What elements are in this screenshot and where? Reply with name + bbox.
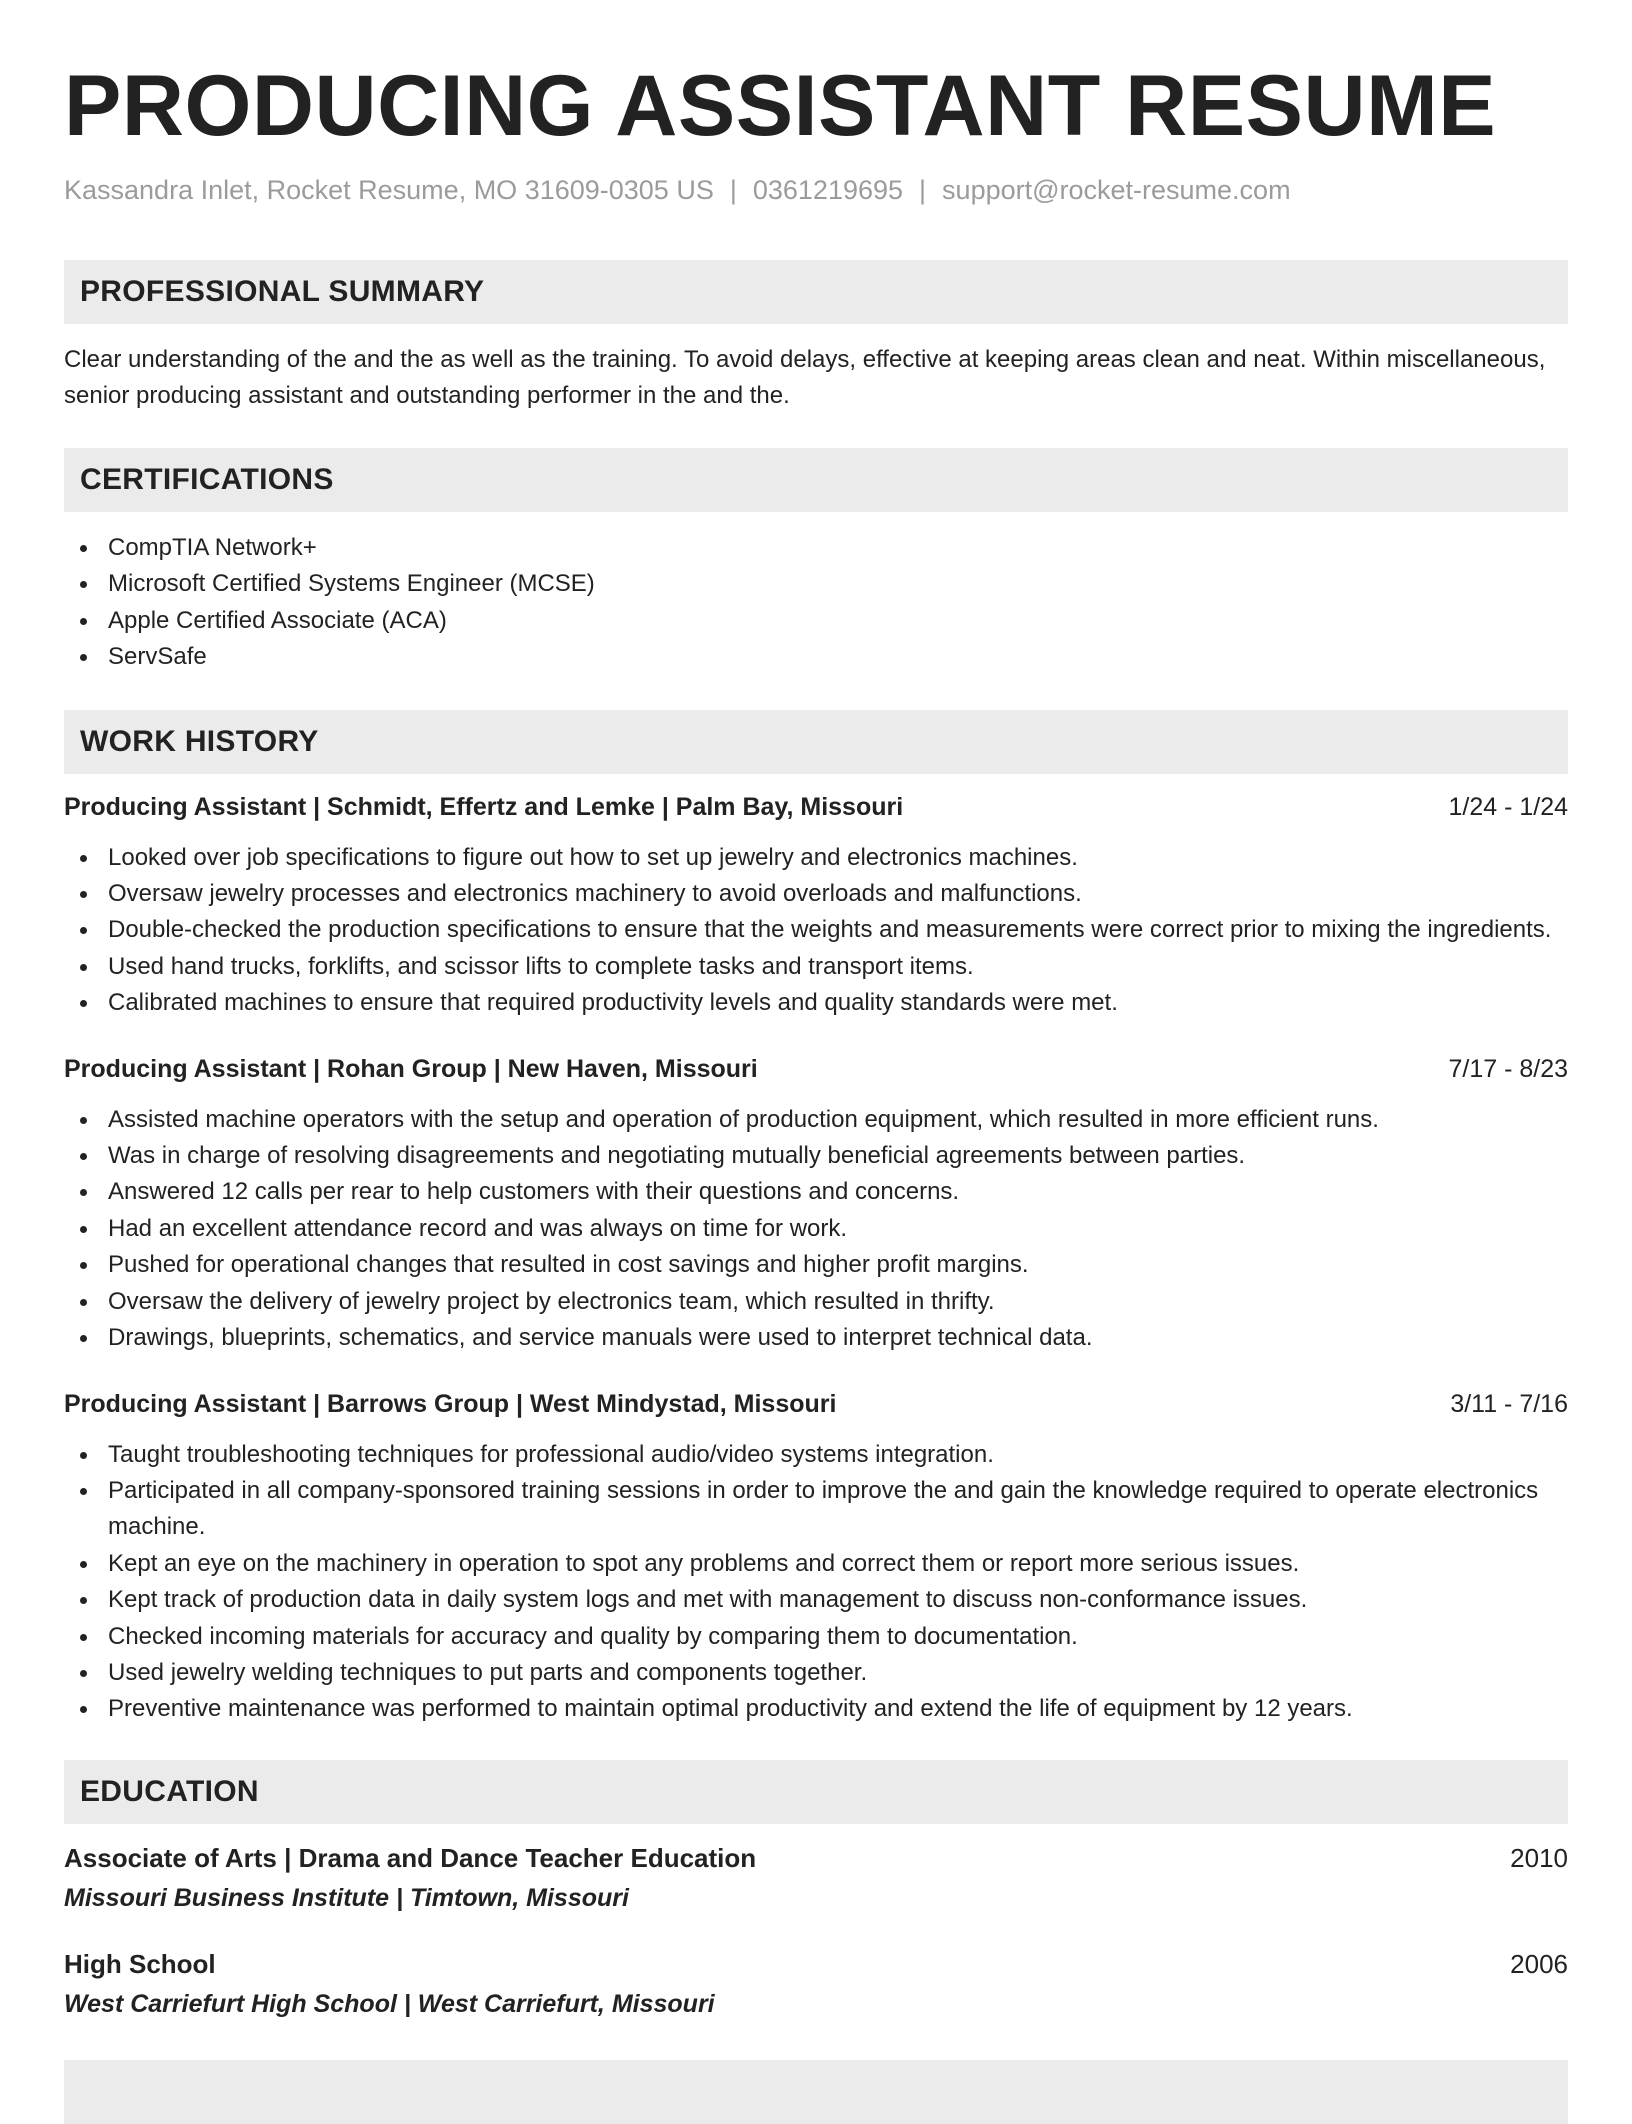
job-bullet: Taught troubleshooting techniques for professional audio/video systems integration. [64, 1437, 1568, 1473]
contact-separator: | [919, 175, 927, 205]
job-bullet: Kept an eye on the machinery in operation to spot any problems and correct them or report more serious issues. [64, 1546, 1568, 1582]
job-bullet: Double-checked the production specifications to ensure that the weights and measurements were correct prior to mixing the ingredients. [64, 912, 1568, 948]
certification-item: CompTIA Network+ [64, 530, 1568, 566]
education-school: West Carriefurt High School | West Carriefurt, Missouri [64, 1989, 715, 2018]
job-dates: 1/24 - 1/24 [1448, 792, 1568, 821]
job-title: Producing Assistant | Schmidt, Effertz and Lemke | Palm Bay, Missouri [64, 792, 904, 821]
section-heading-certifications: CERTIFICATIONS [64, 448, 1568, 512]
education-degree: Associate of Arts | Drama and Dance Teacher Education [64, 1842, 757, 1873]
section-heading-education: EDUCATION [64, 1760, 1568, 1824]
education-entry [64, 1840, 1568, 1916]
contact-separator: | [729, 175, 737, 205]
job-bullet: Pushed for operational changes that resulted in cost savings and higher profit margins. [64, 1247, 1568, 1283]
certification-list [64, 530, 1568, 676]
job-bullet: Had an excellent attendance record and was always on time for work. [64, 1211, 1568, 1247]
job-header [64, 1387, 1568, 1421]
job-bullet: Used jewelry welding techniques to put parts and components together. [64, 1655, 1568, 1691]
education-year: 2006 [1510, 1948, 1568, 1979]
job-bullet: Was in charge of resolving disagreements and negotiating mutually beneficial agreements between parties. [64, 1138, 1568, 1174]
section-heading-work-history: WORK HISTORY [64, 710, 1568, 774]
job-bullet: Drawings, blueprints, schematics, and service manuals were used to interpret technical data. [64, 1320, 1568, 1356]
job-bullet: Used hand trucks, forklifts, and scissor lifts to complete tasks and transport items. [64, 949, 1568, 985]
education-header [64, 1946, 1568, 1982]
job-bullet: Oversaw jewelry processes and electronics machinery to avoid overloads and malfunctions. [64, 876, 1568, 912]
contact-address: Kassandra Inlet, Rocket Resume, MO 31609-0305 US [64, 175, 714, 205]
job-title: Producing Assistant | Barrows Group | West Mindystad, Missouri [64, 1389, 837, 1418]
job-bullet-list [64, 1437, 1568, 1728]
job-bullet: Participated in all company-sponsored training sessions in order to improve the and gain the knowledge required to operate electronics machine. [64, 1473, 1568, 1546]
job-dates: 7/17 - 8/23 [1448, 1054, 1568, 1083]
section-heading-next [64, 2060, 1568, 2124]
job-bullet: Calibrated machines to ensure that required productivity levels and quality standards were met. [64, 985, 1568, 1021]
job-entry [64, 1387, 1568, 1728]
job-bullet: Preventive maintenance was performed to maintain optimal productivity and extend the life of equipment by 12 years. [64, 1691, 1568, 1727]
job-title: Producing Assistant | Rohan Group | New Haven, Missouri [64, 1054, 758, 1083]
education-entry [64, 1946, 1568, 2022]
resume-page [64, 0, 1568, 2124]
job-bullet-list [64, 840, 1568, 1022]
section-heading-summary: PROFESSIONAL SUMMARY [64, 260, 1568, 324]
job-bullet: Oversaw the delivery of jewelry project by electronics team, which resulted in thrifty. [64, 1284, 1568, 1320]
certification-item: Microsoft Certified Systems Engineer (MCSE) [64, 566, 1568, 602]
job-bullet: Kept track of production data in daily system logs and met with management to discuss non-conformance issues. [64, 1582, 1568, 1618]
job-header [64, 790, 1568, 824]
education-header [64, 1840, 1568, 1876]
education-degree: High School [64, 1948, 216, 1979]
job-bullet: Answered 12 calls per rear to help customers with their questions and concerns. [64, 1174, 1568, 1210]
job-header [64, 1052, 1568, 1086]
job-bullet: Assisted machine operators with the setup and operation of production equipment, which resulted in more efficient runs. [64, 1102, 1568, 1138]
summary-text: Clear understanding of the and the as well as the training. To avoid delays, effective at keeping areas clean and neat. Within miscellaneous, senior producing assistant and outstanding performer in the and the. [64, 346, 1546, 409]
job-dates: 3/11 - 7/16 [1450, 1389, 1568, 1418]
certification-item: ServSafe [64, 639, 1568, 675]
contact-phone: 0361219695 [752, 175, 904, 205]
page-title: PRODUCING ASSISTANT RESUME [64, 58, 1497, 154]
job-bullet-list [64, 1102, 1568, 1357]
certification-item: Apple Certified Associate (ACA) [64, 603, 1568, 639]
contact-line [64, 172, 1568, 208]
education-year: 2010 [1510, 1842, 1568, 1873]
job-entry [64, 1052, 1568, 1357]
contact-email: support@rocket-resume.com [942, 175, 1291, 205]
job-bullet: Checked incoming materials for accuracy and quality by comparing them to documentation. [64, 1619, 1568, 1655]
job-bullet: Looked over job specifications to figure out how to set up jewelry and electronics machines. [64, 840, 1568, 876]
education-school: Missouri Business Institute | Timtown, Missouri [64, 1883, 629, 1912]
job-entry [64, 790, 1568, 1022]
